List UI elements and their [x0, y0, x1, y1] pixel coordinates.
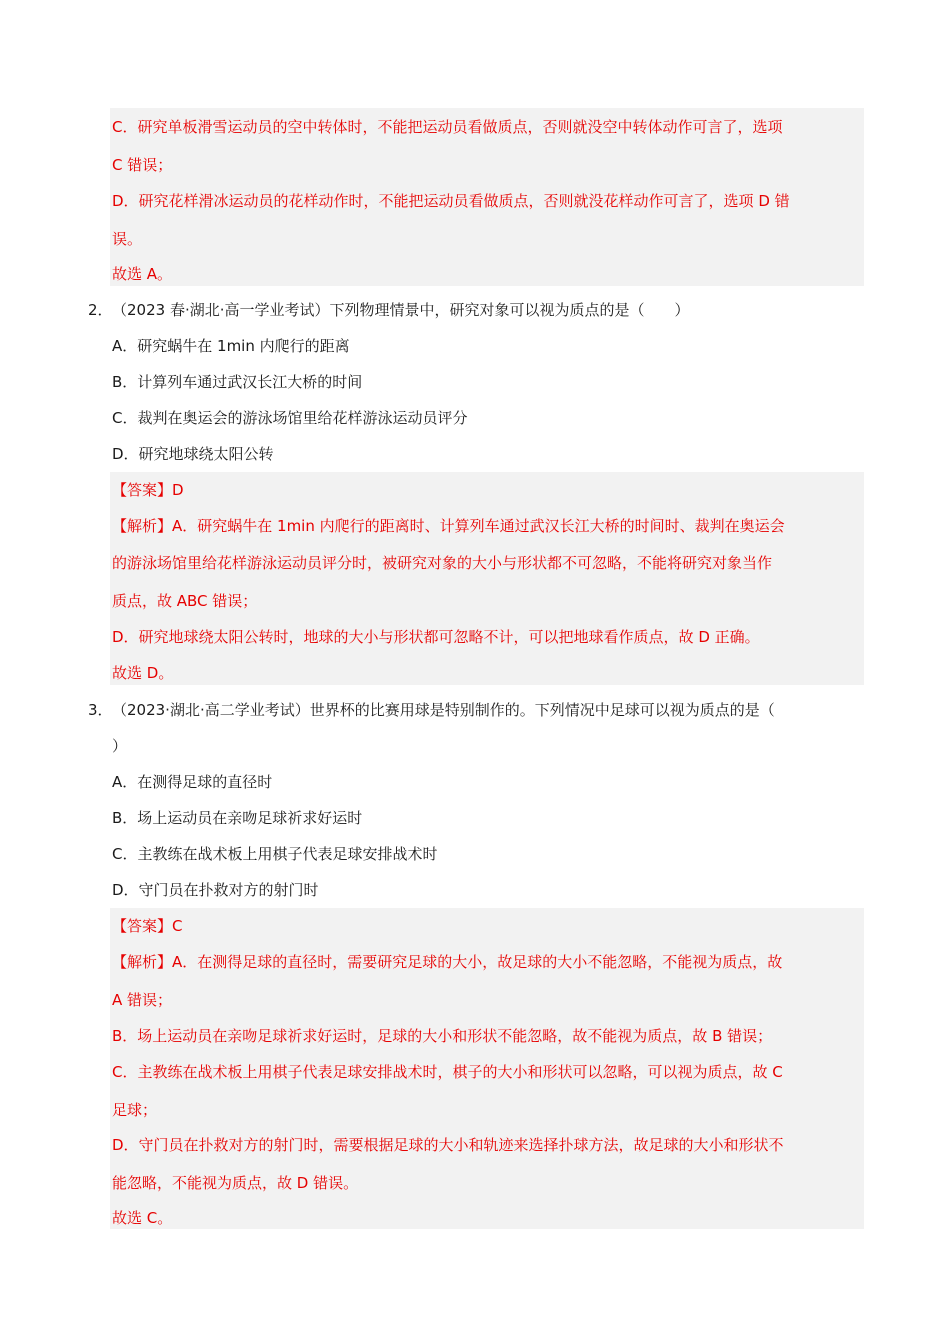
option-b: B．计算列车通过武汉长江大桥的时间: [112, 373, 363, 391]
question-stem: （2023·湖北·高二学业考试）世界杯的比赛用球是特别制作的。下列情况中足球可以视为质点的是（: [112, 701, 775, 719]
analysis-line: 【解析】A．研究蜗牛在 1min 内爬行的距离时、计算列车通过武汉长江大桥的时间时、裁判在奥运会: [112, 517, 785, 535]
question-number: 2．: [88, 301, 113, 319]
analysis-line: 误。: [112, 230, 143, 248]
conclusion-line: 故选 D。: [112, 664, 174, 682]
question-stem: （2023 春·湖北·高一学业考试）下列物理情景中，研究对象可以视为质点的是（ ）: [112, 301, 690, 319]
answer-line: 【答案】C: [112, 917, 183, 935]
answer-line: 【答案】D: [112, 481, 184, 499]
option-d: D．守门员在扑救对方的射门时: [112, 881, 319, 899]
question-number: 3．: [88, 701, 113, 719]
analysis-line: 能忽略，不能视为质点，故 D 错误。: [112, 1174, 359, 1192]
analysis-line: A 错误；: [112, 991, 173, 1009]
conclusion-line: 故选 C。: [112, 1209, 173, 1227]
analysis-line: C．主教练在战术板上用棋子代表足球安排战术时，棋子的大小和形状可以忽略，可以视为质点，故 C: [112, 1063, 783, 1081]
option-d: D．研究地球绕太阳公转: [112, 445, 274, 463]
analysis-line: 足球；: [112, 1101, 158, 1119]
analysis-line: D．守门员在扑救对方的射门时，需要根据足球的大小和轨迹来选择扑球方法，故足球的大小和形状不: [112, 1136, 784, 1154]
analysis-line: 的游泳场馆里给花样游泳运动员评分时，被研究对象的大小与形状都不可忽略，不能将研究对象当作: [112, 554, 773, 572]
option-b: B．场上运动员在亲吻足球祈求好运时: [112, 809, 363, 827]
option-c: C．主教练在战术板上用棋子代表足球安排战术时: [112, 845, 438, 863]
conclusion-line: 故选 A。: [112, 265, 173, 283]
option-a: A．在测得足球的直径时: [112, 773, 273, 791]
analysis-line: D．研究花样滑冰运动员的花样动作时，不能把运动员看做质点，否则就没花样动作可言了，选项 D 错: [112, 192, 790, 210]
option-c: C．裁判在奥运会的游泳场馆里给花样游泳运动员评分: [112, 409, 468, 427]
analysis-line: 【解析】A．在测得足球的直径时，需要研究足球的大小，故足球的大小不能忽略，不能视为质点，故: [112, 953, 783, 971]
analysis-line: B．场上运动员在亲吻足球祈求好运时，足球的大小和形状不能忽略，故不能视为质点，故 B 错误；: [112, 1027, 773, 1045]
analysis-block-q2: [110, 472, 864, 685]
analysis-line: D．研究地球绕太阳公转时，地球的大小与形状都可忽略不计，可以把地球看作质点，故 D 正确。: [112, 628, 760, 646]
question-stem-cont: ）: [112, 737, 128, 755]
option-a: A．研究蜗牛在 1min 内爬行的距离: [112, 337, 350, 355]
analysis-line: C 错误；: [112, 156, 173, 174]
analysis-line: 质点，故 ABC 错误；: [112, 592, 258, 610]
analysis-line: C．研究单板滑雪运动员的空中转体时，不能把运动员看做质点，否则就没空中转体动作可言了，选项: [112, 118, 783, 136]
